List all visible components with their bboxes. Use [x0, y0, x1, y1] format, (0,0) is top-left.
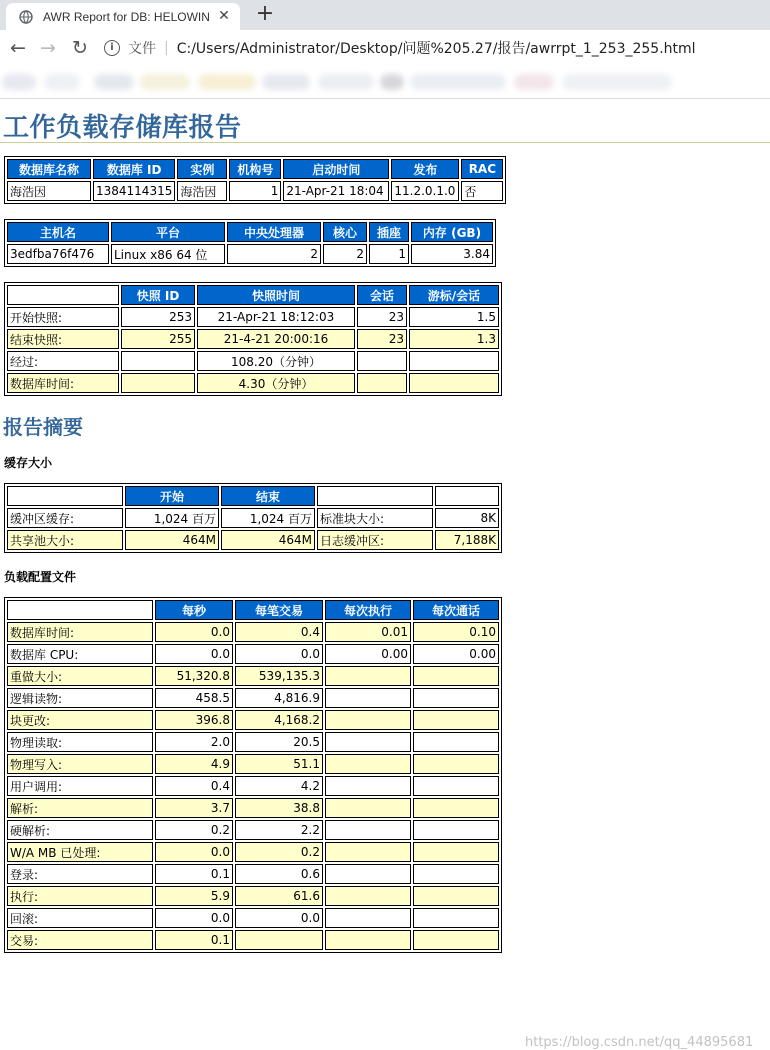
table-cell: 1.3 — [409, 329, 499, 349]
blurred-bookmark[interactable] — [262, 74, 310, 90]
table-cell — [325, 864, 411, 884]
table-cell: 否 — [461, 181, 503, 201]
blurred-bookmark[interactable] — [140, 74, 190, 90]
table-row — [7, 776, 499, 796]
table-cell — [121, 351, 195, 371]
table-cell: 51.1 — [235, 754, 323, 774]
table-cell: 0.4 — [155, 776, 233, 796]
blurred-bookmark[interactable] — [2, 74, 36, 90]
address-separator: | — [164, 40, 169, 56]
table-cell: 标准块大小: — [317, 508, 433, 528]
table-cell: 20.5 — [235, 732, 323, 752]
table-cell: 4.30（分钟） — [197, 373, 355, 393]
table-cell — [413, 908, 499, 928]
column-header: 数据库 ID — [93, 159, 175, 179]
table-cell: 1 — [229, 181, 281, 201]
table-row — [7, 732, 499, 752]
column-header: 主机名 — [7, 222, 109, 242]
table-cell: 0.1 — [155, 864, 233, 884]
blurred-bookmark[interactable] — [94, 74, 134, 90]
table-cell — [413, 886, 499, 906]
table-cell — [413, 666, 499, 686]
column-header — [7, 486, 123, 506]
table-cell: 块更改: — [7, 710, 153, 730]
table-cell: 0.0 — [235, 908, 323, 928]
column-header: 平台 — [111, 222, 225, 242]
table-row — [7, 820, 499, 840]
table-cell: 海浩因 — [7, 181, 91, 201]
table-cell — [413, 798, 499, 818]
close-tab-icon[interactable]: ✕ — [218, 8, 230, 24]
column-header — [7, 600, 153, 620]
address-bar[interactable] — [104, 36, 754, 60]
table-cell: 21-Apr-21 18:04 — [283, 181, 389, 201]
column-header: 数据库名称 — [7, 159, 91, 179]
table-cell — [325, 820, 411, 840]
table-cell: 0.2 — [235, 842, 323, 862]
column-header: 快照时间 — [197, 285, 355, 305]
back-arrow-icon[interactable]: ← — [10, 37, 26, 59]
table-cell — [413, 710, 499, 730]
table-cell: 海浩因 — [177, 181, 227, 201]
column-header — [317, 486, 433, 506]
column-header: 会话 — [357, 285, 407, 305]
browser-tab-bar — [0, 0, 770, 30]
report-page — [0, 99, 770, 1050]
table-cell: 2 — [227, 244, 321, 264]
table-cell: 458.5 — [155, 688, 233, 708]
table-row — [7, 886, 499, 906]
blurred-bookmark[interactable] — [562, 74, 672, 90]
table-cell: 结束快照: — [7, 329, 119, 349]
blurred-bookmark[interactable] — [44, 74, 80, 90]
reload-icon[interactable]: ↻ — [72, 37, 88, 59]
table-cell — [413, 864, 499, 884]
table-cell: 用户调用: — [7, 776, 153, 796]
table-cell: 21-4-21 20:00:16 — [197, 329, 355, 349]
table-cell — [409, 351, 499, 371]
table-row — [7, 508, 499, 528]
table-row — [7, 842, 499, 862]
table-row — [7, 864, 499, 884]
table-row — [7, 530, 499, 550]
table-cell: 1384114315 — [93, 181, 175, 201]
table-cell: 开始快照: — [7, 307, 119, 327]
title-divider — [0, 142, 770, 143]
table-cell: 日志缓冲区: — [317, 530, 433, 550]
table-cell: 经过: — [7, 351, 119, 371]
column-header: 中央处理器 — [227, 222, 321, 242]
table-cell: 0.0 — [235, 644, 323, 664]
table-cell: 51,320.8 — [155, 666, 233, 686]
table-cell: 38.8 — [235, 798, 323, 818]
csdn-watermark: https://blog.csdn.net/qq_44895681 — [525, 1035, 754, 1050]
bookmarks-bar — [0, 66, 770, 99]
forward-arrow-icon[interactable]: → — [40, 37, 56, 59]
table-cell: 539,135.3 — [235, 666, 323, 686]
table-cell: 23 — [357, 307, 407, 327]
browser-tab[interactable] — [6, 3, 240, 30]
table-cell: 23 — [357, 329, 407, 349]
table-header-row — [7, 159, 503, 179]
table-cell: 3.7 — [155, 798, 233, 818]
table-cell: 物理读取: — [7, 732, 153, 752]
blurred-bookmark[interactable] — [318, 74, 374, 90]
table-cell — [325, 886, 411, 906]
table-cell: 1,024 百万 — [125, 508, 219, 528]
table-cell: 61.6 — [235, 886, 323, 906]
table-row — [7, 644, 499, 664]
blurred-bookmark[interactable] — [380, 74, 404, 90]
table-row — [7, 798, 499, 818]
table-cell: 21-Apr-21 18:12:03 — [197, 307, 355, 327]
column-header: 游标/会话 — [409, 285, 499, 305]
table-cell: 解析: — [7, 798, 153, 818]
table-cell — [325, 688, 411, 708]
table-cell — [325, 732, 411, 752]
blurred-bookmark[interactable] — [198, 74, 256, 90]
table-cell: 0.1 — [155, 930, 233, 950]
table-cell — [121, 373, 195, 393]
table-cell: 共享池大小: — [7, 530, 123, 550]
table-row — [7, 754, 499, 774]
table-row — [7, 244, 493, 264]
table-cell: 0.0 — [155, 842, 233, 862]
table-cell — [413, 754, 499, 774]
table-cell: 4,168.2 — [235, 710, 323, 730]
table-cell — [325, 798, 411, 818]
table-cell: 464M — [125, 530, 219, 550]
new-tab-button[interactable]: + — [255, 1, 275, 26]
column-header — [7, 285, 119, 305]
section-title-summary: 报告摘要 — [3, 415, 83, 439]
load-profile-table — [4, 597, 502, 953]
column-header: 每秒 — [155, 600, 233, 620]
table-cell: 数据库 CPU: — [7, 644, 153, 664]
table-cell — [413, 732, 499, 752]
table-cell: 5.9 — [155, 886, 233, 906]
table-header-row — [7, 600, 499, 620]
table-cell: 0.6 — [235, 864, 323, 884]
table-cell: 1 — [369, 244, 409, 264]
table-cell: 255 — [121, 329, 195, 349]
table-header-row — [7, 285, 499, 305]
column-header: 启动时间 — [283, 159, 389, 179]
column-header: 内存 (GB) — [411, 222, 493, 242]
table-cell — [325, 930, 411, 950]
table-cell — [413, 842, 499, 862]
table-cell: 0.01 — [325, 622, 411, 642]
column-header: 核心 — [323, 222, 367, 242]
table-cell: 7,188K — [435, 530, 499, 550]
table-cell: 数据库时间: — [7, 373, 119, 393]
table-cell: 3.84 — [411, 244, 493, 264]
address-prefix: 文件 — [128, 41, 156, 57]
table-cell — [413, 820, 499, 840]
table-cell: 4,816.9 — [235, 688, 323, 708]
table-cell: 物理写入: — [7, 754, 153, 774]
table-row — [7, 908, 499, 928]
table-cell: 0.0 — [155, 644, 233, 664]
table-cell: 执行: — [7, 886, 153, 906]
table-cell: 2 — [323, 244, 367, 264]
table-cell — [409, 373, 499, 393]
table-row — [7, 688, 499, 708]
column-header: 插座 — [369, 222, 409, 242]
column-header: 每笔交易 — [235, 600, 323, 620]
table-cell: 464M — [221, 530, 315, 550]
table-cell: 253 — [121, 307, 195, 327]
table-cell: 硬解析: — [7, 820, 153, 840]
subsection-title-cache: 缓存大小 — [4, 456, 53, 470]
table-cell: 0.0 — [155, 908, 233, 928]
table-cell: Linux x86 64 位 — [111, 244, 225, 264]
column-header: 开始 — [125, 486, 219, 506]
table-cell: 0.2 — [155, 820, 233, 840]
blurred-bookmark[interactable] — [514, 74, 554, 90]
table-cell: 逻辑读物: — [7, 688, 153, 708]
info-icon[interactable]: i — [104, 40, 120, 56]
table-cell: 2.0 — [155, 732, 233, 752]
table-cell: 1.5 — [409, 307, 499, 327]
table-row — [7, 181, 503, 201]
table-header-row — [7, 486, 499, 506]
table-row — [7, 666, 499, 686]
table-cell: 2.2 — [235, 820, 323, 840]
table-row — [7, 373, 499, 393]
column-header: 发布 — [391, 159, 459, 179]
table-cell: 1,024 百万 — [221, 508, 315, 528]
column-header: 实例 — [177, 159, 227, 179]
column-header: RAC — [461, 159, 503, 179]
table-cell — [357, 351, 407, 371]
database-info-table — [4, 156, 506, 204]
table-cell: 396.8 — [155, 710, 233, 730]
cache-size-table — [4, 483, 502, 553]
table-cell: 4.9 — [155, 754, 233, 774]
table-row — [7, 930, 499, 950]
table-cell — [325, 666, 411, 686]
table-row — [7, 351, 499, 371]
table-cell: 重做大小: — [7, 666, 153, 686]
table-cell: 交易: — [7, 930, 153, 950]
table-row — [7, 622, 499, 642]
column-header: 快照 ID — [121, 285, 195, 305]
table-cell: 缓冲区缓存: — [7, 508, 123, 528]
table-cell: 4.2 — [235, 776, 323, 796]
address-url[interactable]: C:/Users/Administrator/Desktop/问题%205.27/报告/awrrpt_1_253_255.html — [176, 41, 696, 57]
column-header — [435, 486, 499, 506]
browser-toolbar — [0, 30, 770, 67]
table-row — [7, 710, 499, 730]
table-cell — [413, 930, 499, 950]
column-header: 机构号 — [229, 159, 281, 179]
table-cell: W/A MB 已处理: — [7, 842, 153, 862]
table-row — [7, 329, 499, 349]
table-cell: 回滚: — [7, 908, 153, 928]
table-cell: 数据库时间: — [7, 622, 153, 642]
table-row — [7, 307, 499, 327]
table-cell — [325, 776, 411, 796]
column-header: 每次通话 — [413, 600, 499, 620]
table-cell: 108.20（分钟） — [197, 351, 355, 371]
subsection-title-load-profile: 负载配置文件 — [4, 570, 77, 584]
table-cell — [357, 373, 407, 393]
table-cell: 0.0 — [155, 622, 233, 642]
host-info-table — [4, 219, 496, 267]
table-cell: 0.10 — [413, 622, 499, 642]
globe-icon — [18, 9, 34, 25]
tab-title: AWR Report for DB: HELOWIN — [43, 9, 210, 24]
column-header: 结束 — [221, 486, 315, 506]
snapshot-table — [4, 282, 502, 396]
table-cell: 11.2.0.1.0 — [391, 181, 459, 201]
table-cell: 0.00 — [413, 644, 499, 664]
column-header: 每次执行 — [325, 600, 411, 620]
table-cell: 0.4 — [235, 622, 323, 642]
table-cell: 8K — [435, 508, 499, 528]
table-cell: 登录: — [7, 864, 153, 884]
table-cell — [325, 710, 411, 730]
table-header-row — [7, 222, 493, 242]
page-title: 工作负载存储库报告 — [3, 113, 242, 143]
table-cell: 3edfba76f476 — [7, 244, 109, 264]
table-cell — [413, 776, 499, 796]
table-cell — [235, 930, 323, 950]
table-cell — [325, 842, 411, 862]
table-cell — [413, 688, 499, 708]
blurred-bookmark[interactable] — [410, 74, 506, 90]
table-cell — [325, 754, 411, 774]
table-cell — [325, 908, 411, 928]
table-cell: 0.00 — [325, 644, 411, 664]
